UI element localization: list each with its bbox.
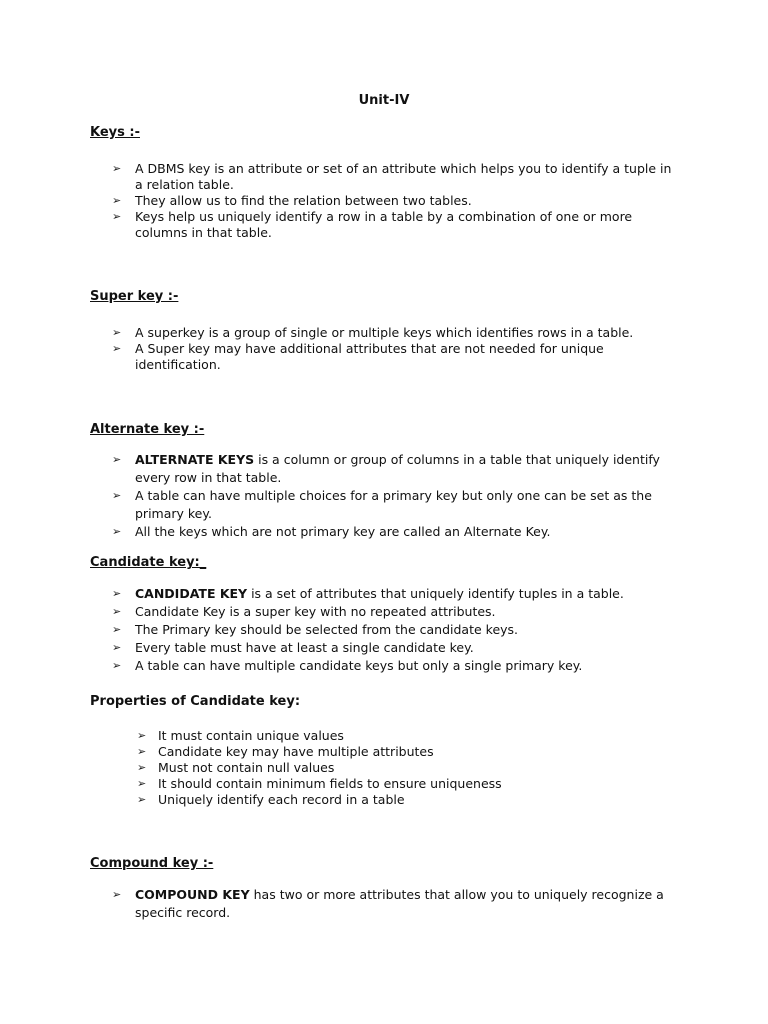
list-item: ➢ Candidate key may have multiple attributes <box>137 744 434 759</box>
alternate-key-list <box>90 451 680 541</box>
arrow-bullet-icon: ➢ <box>112 525 122 538</box>
list-item: ➢ Keys help us uniquely identify a row in a table by a combination of one or more columns in that table. <box>112 209 633 240</box>
list-item: ➢ Every table must have at least a single candidate key. <box>112 640 474 655</box>
arrow-bullet-icon: ➢ <box>112 888 122 901</box>
arrow-bullet-icon: ➢ <box>112 453 122 466</box>
list-item: ➢ A superkey is a group of single or multiple keys which identifies rows in a table. <box>112 325 634 340</box>
arrow-bullet-icon: ➢ <box>112 162 122 175</box>
arrow-bullet-icon: ➢ <box>137 729 147 742</box>
keys-heading: Keys :- <box>90 125 140 140</box>
list-item: ➢ A table can have multiple choices for a primary key but only one can be set as the primary key. <box>112 488 652 521</box>
arrow-bullet-icon: ➢ <box>137 761 147 774</box>
list-item: ➢ It must contain unique values <box>137 728 344 743</box>
list-item: ➢ It should contain minimum fields to ensure uniqueness <box>137 776 502 791</box>
arrow-bullet-icon: ➢ <box>112 641 122 654</box>
arrow-bullet-icon: ➢ <box>112 659 122 672</box>
list-item: ➢ Candidate Key is a super key with no repeated attributes. <box>112 604 496 619</box>
arrow-bullet-icon: ➢ <box>112 489 122 502</box>
arrow-bullet-icon: ➢ <box>112 326 122 339</box>
properties-list <box>114 728 674 808</box>
super-key-list <box>90 325 680 373</box>
arrow-bullet-icon: ➢ <box>112 587 122 600</box>
candidate-key-list <box>90 585 680 675</box>
properties-heading: Properties of Candidate key: <box>90 694 301 709</box>
arrow-bullet-icon: ➢ <box>112 342 122 355</box>
alternate-key-heading: Alternate key :- <box>90 422 205 437</box>
list-item: ➢ They allow us to find the relation between two tables. <box>112 193 472 208</box>
arrow-bullet-icon: ➢ <box>137 745 147 758</box>
list-item: ➢ A DBMS key is an attribute or set of an attribute which helps you to identify a tuple in a relation table. <box>112 161 672 192</box>
list-item: ➢ Must not contain null values <box>137 760 335 775</box>
arrow-bullet-icon: ➢ <box>137 777 147 790</box>
candidate-key-heading: Candidate key:_ <box>90 555 207 570</box>
list-item: ➢ CANDIDATE KEY is a set of attributes that uniquely identify tuples in a table. <box>112 586 624 601</box>
arrow-bullet-icon: ➢ <box>137 793 147 806</box>
arrow-bullet-icon: ➢ <box>112 605 122 618</box>
page-title: Unit-IV <box>358 93 410 108</box>
super-key-heading: Super key :- <box>90 289 179 304</box>
list-item: ➢ Uniquely identify each record in a table <box>137 792 405 807</box>
arrow-bullet-icon: ➢ <box>112 194 122 207</box>
list-item: ➢ All the keys which are not primary key are called an Alternate Key. <box>112 524 551 539</box>
list-item: ➢ A table can have multiple candidate keys but only a single primary key. <box>112 658 583 673</box>
compound-key-heading: Compound key :- <box>90 856 214 871</box>
compound-key-list <box>90 886 680 922</box>
list-item: ➢ A Super key may have additional attributes that are not needed for unique identification. <box>112 341 604 372</box>
arrow-bullet-icon: ➢ <box>112 210 122 223</box>
list-item: ➢ ALTERNATE KEYS is a column or group of columns in a table that uniquely identify every row in that table. <box>112 452 660 485</box>
list-item: ➢ COMPOUND KEY has two or more attributes that allow you to uniquely recognize a specific record. <box>112 887 664 920</box>
keys-list <box>90 161 680 241</box>
arrow-bullet-icon: ➢ <box>112 623 122 636</box>
list-item: ➢ The Primary key should be selected from the candidate keys. <box>112 622 519 637</box>
